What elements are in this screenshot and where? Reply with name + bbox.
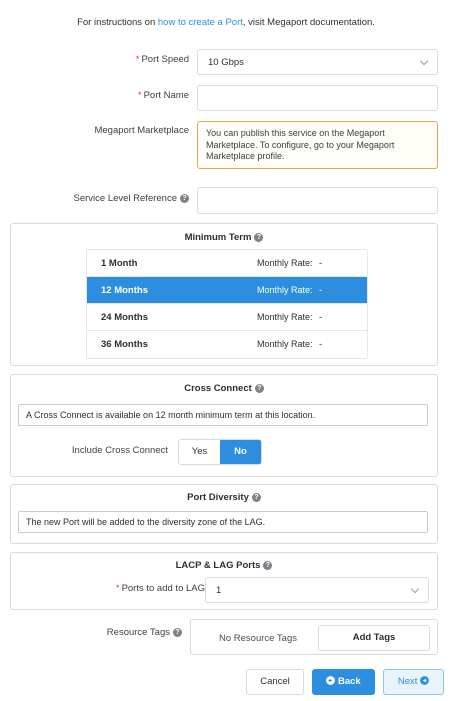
chevron-down-icon (420, 57, 428, 65)
monthly-rate-value: - (319, 312, 323, 323)
ports-to-add-label: * Ports to add to LAG (115, 583, 205, 594)
service-level-reference-input[interactable] (197, 187, 438, 214)
cross-connect-panel (10, 374, 438, 477)
monthly-rate-label: Monthly Rate: (257, 312, 313, 322)
cross-connect-title: Cross Connect ? (11, 383, 437, 394)
question-circle-icon[interactable]: ? (263, 561, 272, 570)
minimum-term-title: Minimum Term ? (11, 232, 437, 243)
term-option-12-months[interactable] (87, 277, 367, 304)
question-circle-icon[interactable]: ? (254, 233, 263, 242)
port-name-input[interactable] (197, 85, 438, 111)
port-speed-select[interactable] (197, 49, 438, 75)
monthly-rate-value: - (319, 285, 323, 296)
back-button[interactable] (312, 669, 375, 695)
port-diversity-info: The new Port will be added to the diversity zone of the LAG. (18, 511, 428, 533)
minimum-term-panel (10, 223, 438, 366)
lacp-title: LACP & LAG Ports ? (11, 560, 437, 571)
term-option-36-months[interactable] (87, 331, 367, 358)
ports-to-add-select[interactable] (205, 577, 429, 603)
port-speed-value: 10 Gbps (208, 57, 244, 68)
monthly-rate-value: - (319, 339, 323, 350)
port-diversity-panel (10, 484, 438, 544)
lacp-panel (10, 552, 438, 610)
marketplace-notice-text: You can publish this service on the Megaport Marketplace. To configure, go to your Megaport Marketplace profile. (206, 128, 395, 161)
port-name-label: * Port Name (137, 90, 189, 101)
service-level-reference-label: Service Level Reference ? (74, 193, 190, 204)
instructions-suffix: , visit Megaport documentation. (242, 17, 375, 28)
create-port-link[interactable]: how to create a Port (157, 17, 243, 28)
instructions-prefix: For instructions on (77, 17, 158, 28)
question-circle-icon[interactable]: ? (180, 194, 189, 203)
marketplace-label: Megaport Marketplace (94, 125, 189, 136)
cancel-button[interactable]: Cancel (246, 669, 304, 695)
required-marker: * (115, 583, 120, 594)
term-option-1-month[interactable] (87, 250, 367, 277)
question-circle-icon[interactable]: ? (173, 628, 182, 637)
no-resource-tags-text: No Resource Tags (219, 633, 297, 644)
question-circle-icon[interactable]: ? (255, 384, 264, 393)
ports-to-add-value: 1 (216, 585, 222, 596)
cross-connect-no-button[interactable]: No (220, 440, 261, 464)
next-label: Next (397, 676, 418, 687)
include-cross-connect-label: Include Cross Connect (71, 445, 168, 456)
resource-tags-label: Resource Tags ? (107, 627, 182, 638)
term-option-24-months[interactable] (87, 304, 367, 331)
term-name: 12 Months (101, 285, 148, 296)
next-button[interactable] (383, 669, 444, 695)
port-speed-label: * Port Speed (135, 54, 189, 65)
required-marker: * (135, 54, 140, 65)
term-name: 36 Months (101, 339, 148, 350)
term-name: 24 Months (101, 312, 148, 323)
minimum-term-table (86, 249, 368, 359)
resource-tags-box (190, 619, 438, 655)
question-circle-icon[interactable]: ? (252, 493, 261, 502)
port-diversity-title: Port Diversity ? (11, 492, 437, 503)
monthly-rate-label: Monthly Rate: (257, 258, 313, 268)
arrow-right-circle-icon (420, 676, 429, 685)
required-marker: * (137, 90, 142, 101)
arrow-left-circle-icon (326, 676, 335, 685)
monthly-rate-value: - (319, 258, 323, 269)
monthly-rate-label: Monthly Rate: (257, 339, 313, 349)
cross-connect-yes-button[interactable]: Yes (191, 446, 208, 457)
chevron-down-icon (411, 585, 419, 593)
include-cross-connect-toggle (178, 439, 262, 465)
back-label: Back (337, 676, 361, 687)
add-tags-button[interactable]: Add Tags (318, 625, 430, 651)
monthly-rate-label: Monthly Rate: (257, 285, 313, 295)
term-name: 1 Month (101, 258, 138, 269)
instructions-text (0, 17, 452, 28)
cross-connect-info: A Cross Connect is available on 12 month minimum term at this location. (18, 404, 428, 426)
marketplace-notice (197, 121, 438, 169)
